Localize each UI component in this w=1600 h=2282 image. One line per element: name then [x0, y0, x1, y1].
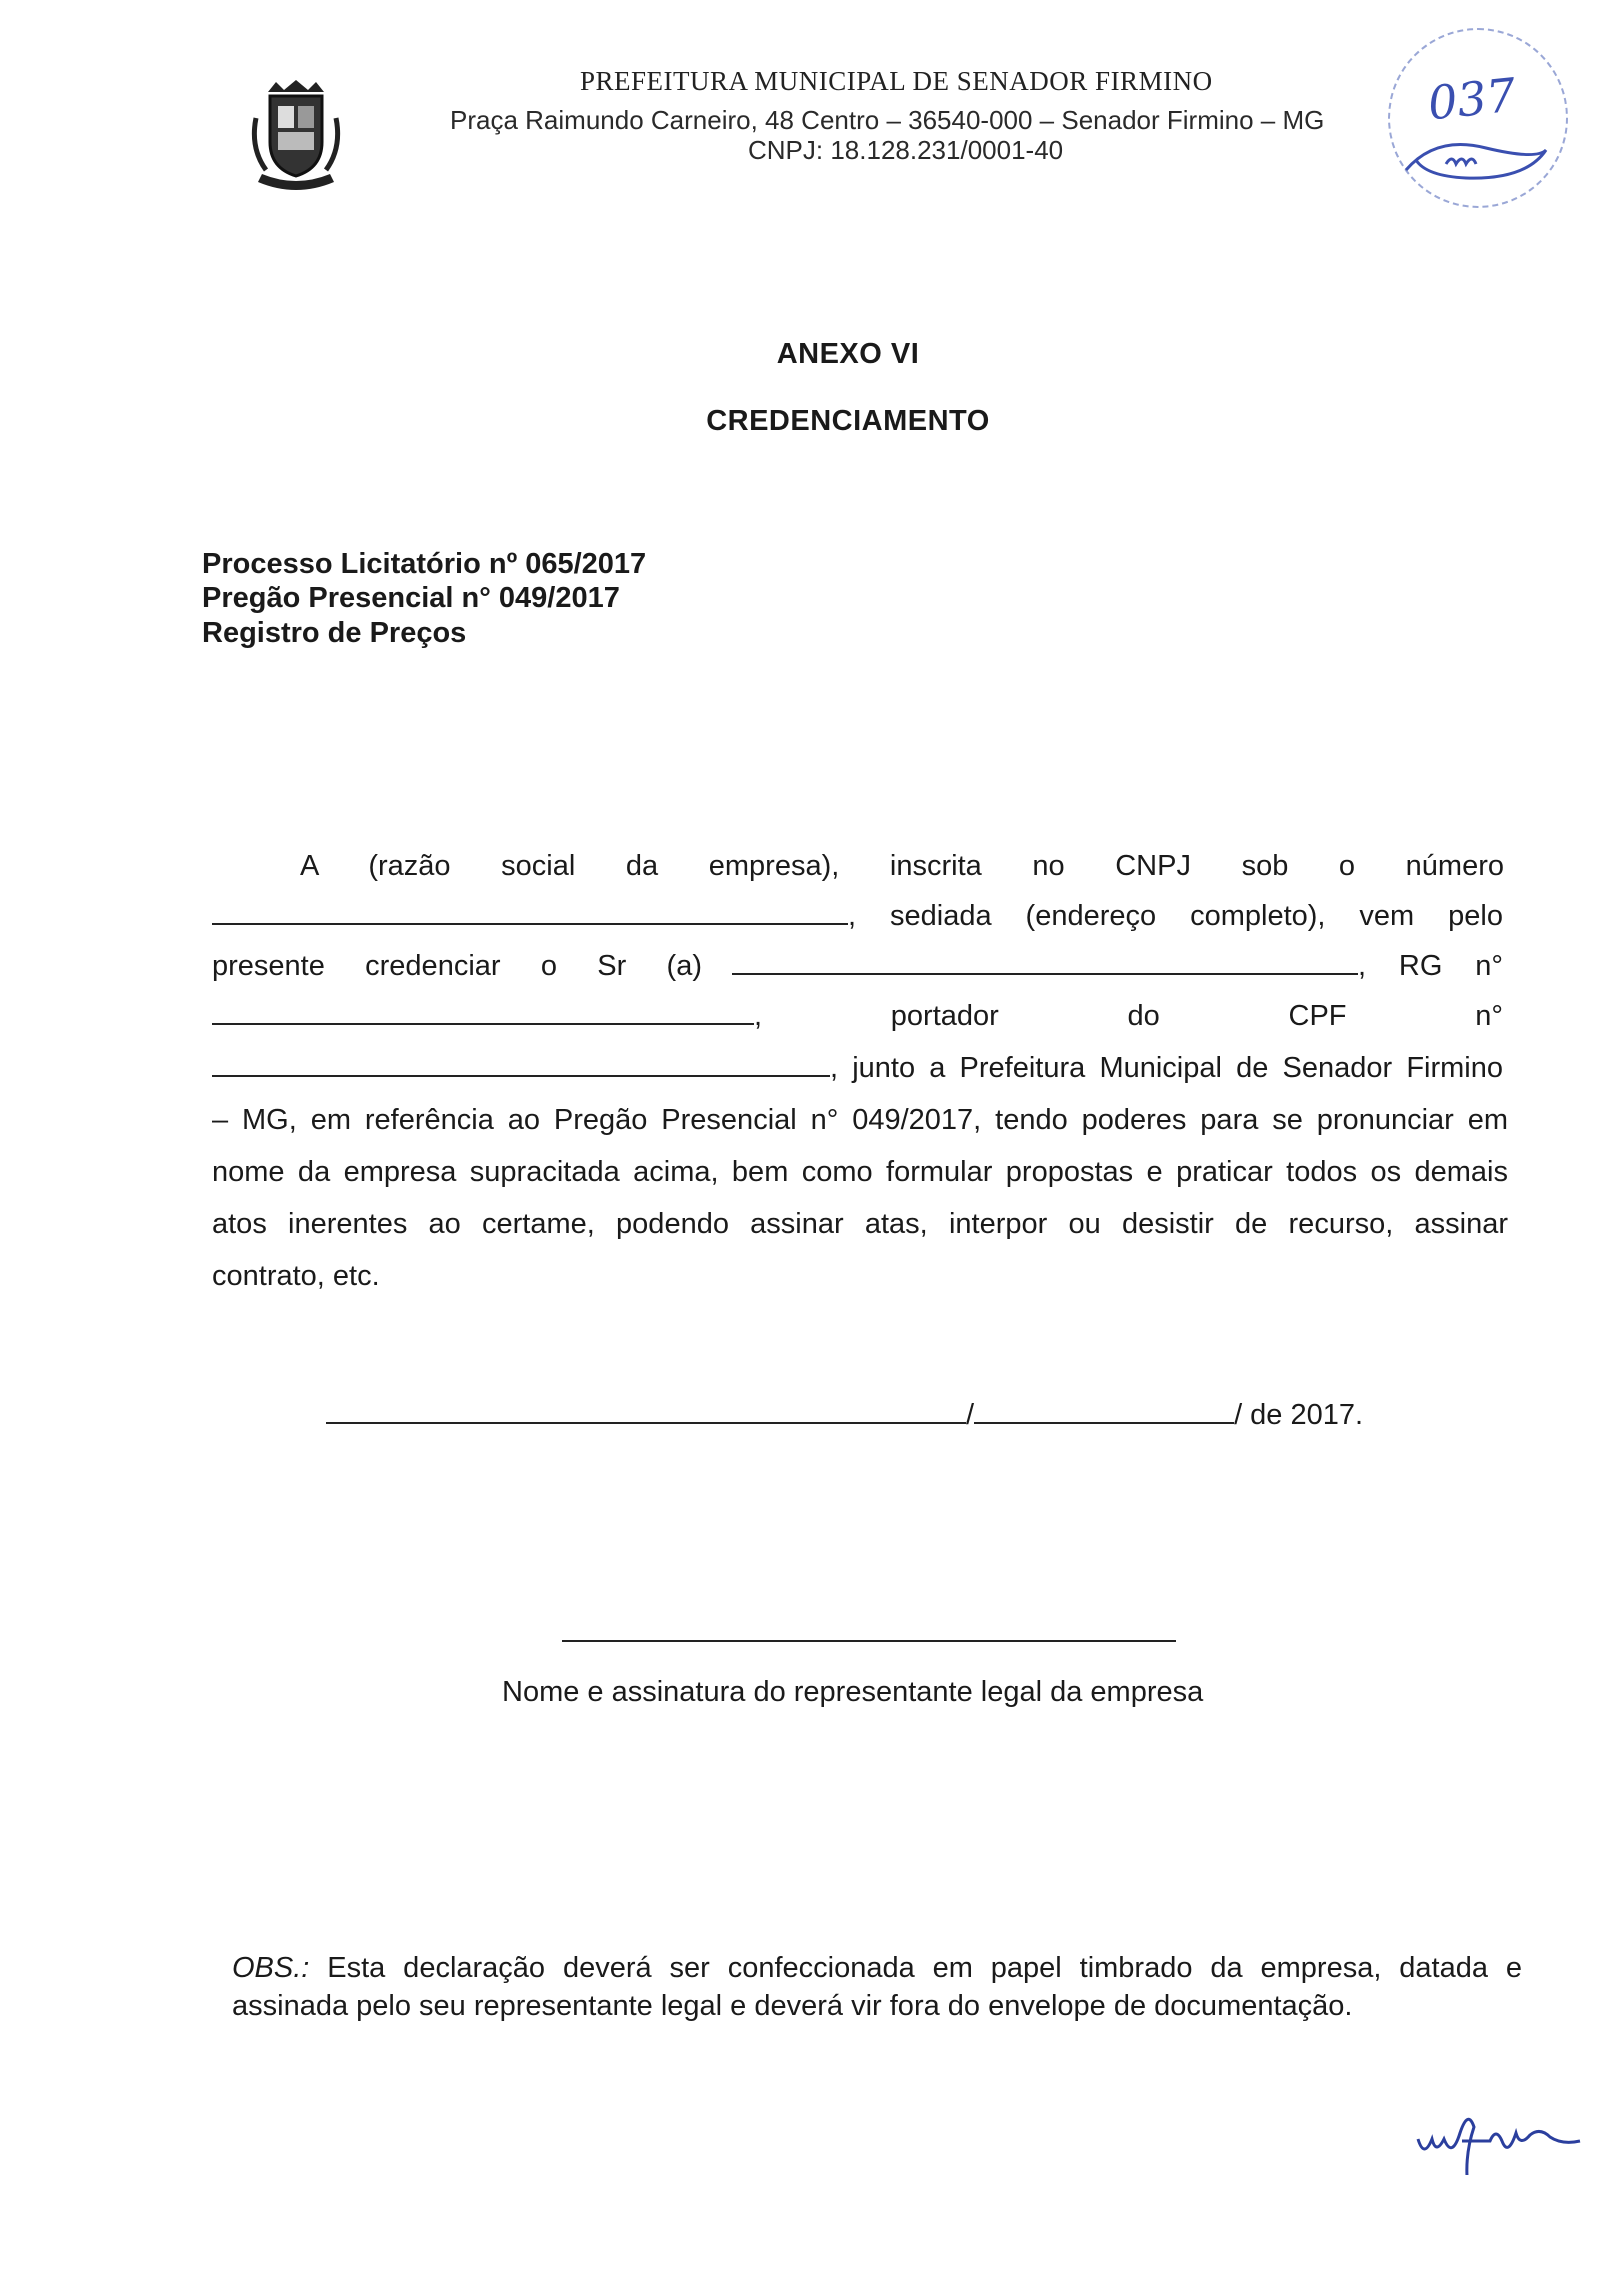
price-registry: Registro de Preços	[202, 617, 467, 649]
rg-blank	[212, 999, 754, 1025]
body-text-3a: presente credenciar o Sr (a)	[212, 950, 702, 982]
body-line-2	[212, 890, 1508, 942]
body-line-4	[212, 990, 1508, 1042]
body-line-8	[212, 1198, 1508, 1250]
stamp-page-number: 037	[1425, 67, 1519, 131]
body-text-3b: , RG n°	[1358, 950, 1503, 982]
body-text-5: , junto a Prefeitura Municipal de Senador Firmino	[830, 1052, 1503, 1084]
municipality-address: Praça Raimundo Carneiro, 48 Centro – 36540-000 – Senador Firmino – MG	[450, 105, 1325, 135]
representative-name-blank	[732, 949, 1358, 975]
body-line-9	[212, 1250, 1508, 1302]
body-text-7: nome da empresa supracitada acima, bem como formular propostas e praticar todos os demais	[212, 1156, 1508, 1188]
observation-prefix: OBS.:	[232, 1952, 310, 1984]
body-line-5	[212, 1042, 1508, 1094]
document-title: CREDENCIAMENTO	[706, 405, 990, 437]
date-separator: /	[966, 1399, 975, 1431]
municipal-crest-icon	[246, 78, 346, 196]
body-text-9: contrato, etc.	[212, 1260, 380, 1292]
municipality-cnpj: CNPJ: 18.128.231/0001-40	[748, 135, 1064, 165]
process-number: Processo Licitatório nº 065/2017	[202, 548, 647, 580]
date-year: / de 2017.	[1234, 1399, 1364, 1431]
body-line-1	[300, 840, 1504, 892]
observation-line-2: assinada pelo seu representante legal e deverá vir fora do envelope de documentação.	[232, 1990, 1353, 2022]
body-text-1: A (razão social da empresa), inscrita no CNPJ sob o número	[300, 850, 1504, 882]
body-line-7	[212, 1146, 1508, 1198]
body-text-2: , sediada (endereço completo), vem pelo	[848, 900, 1503, 932]
observation-text-1: Esta declaração deverá ser confeccionada em papel timbrado da empresa, datada e	[327, 1952, 1522, 1984]
municipality-name: PREFEITURA MUNICIPAL DE SENADOR FIRMINO	[580, 66, 1213, 96]
date-line	[326, 1398, 1363, 1432]
date-month-blank	[974, 1398, 1234, 1424]
body-line-3	[212, 940, 1508, 992]
cpf-blank	[212, 1051, 830, 1077]
annex-title: ANEXO VI	[776, 338, 920, 370]
body-text-6: – MG, em referência ao Pregão Presencial n° 049/2017, tendo poderes para se pronunciar em	[212, 1104, 1508, 1136]
observation-line-1	[232, 1952, 1522, 1985]
auction-number: Pregão Presencial n° 049/2017	[202, 582, 620, 614]
body-text-8: atos inerentes ao certame, podendo assinar atas, interpor ou desistir de recurso, assinar	[212, 1208, 1508, 1240]
cnpj-blank	[212, 899, 848, 925]
signature-line	[562, 1640, 1176, 1642]
body-text-4: , portador do CPF n°	[754, 1000, 1503, 1032]
date-day-blank	[326, 1398, 966, 1424]
handwritten-initials-icon	[1410, 2095, 1600, 2175]
committee-stamp	[1388, 28, 1568, 208]
stamp-signature-icon	[1396, 130, 1556, 190]
body-line-6	[212, 1094, 1508, 1146]
signature-label: Nome e assinatura do representante legal da empresa	[502, 1676, 1204, 1708]
